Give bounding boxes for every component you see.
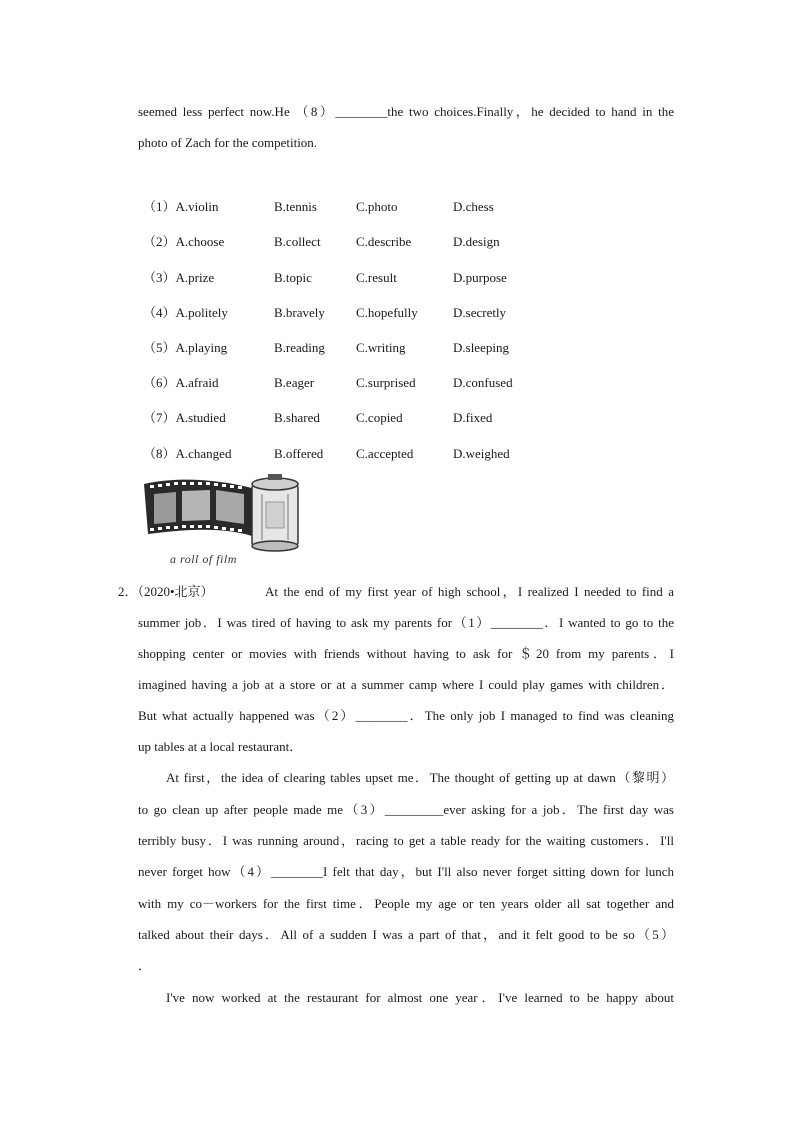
question2-line: terribly busy．I was running around，racing to get a table ready for the waiting customers．I'll: [138, 833, 674, 848]
option-a: （4）A.politely: [143, 305, 228, 320]
option-a: （1）A.violin: [143, 199, 219, 214]
question2-line: up tables at a local restaurant．: [138, 739, 303, 754]
option-c: C.writing: [356, 340, 406, 355]
question2-line: to go clean up after people made me（3）_________ever asking for a job．The first day was: [138, 802, 674, 817]
option-b: B.tennis: [274, 199, 317, 214]
option-b: B.collect: [274, 234, 321, 249]
question2-paragraph-start: I've now worked at the restaurant for almost one year．I've learned to be happy about: [166, 990, 674, 1005]
option-d: D.fixed: [453, 410, 493, 425]
question2-line: with my co－workers for the first time．People my age or ten years older all sat together and: [138, 896, 674, 911]
option-a: （5）A.playing: [143, 340, 228, 355]
option-a: （3）A.prize: [143, 270, 215, 285]
option-a: （7）A.studied: [143, 410, 226, 425]
film-roll-illustration: [140, 474, 310, 570]
question2-line: never forget how（4）________I felt that day，but I'll also never forget sitting down for lunch: [138, 864, 674, 879]
passage1-line-2: photo of Zach for the competition.: [138, 135, 318, 150]
question2-first-line: At the end of my first year of high school，I realized I needed to find a: [265, 584, 674, 599]
question2-line: shopping center or movies with friends without having to ask for ＄20 from my parents．I: [138, 646, 674, 661]
option-b: B.topic: [274, 270, 312, 285]
film-caption: a roll of film: [170, 552, 237, 566]
option-b: B.shared: [274, 410, 320, 425]
question-number: 2．（2020•北京）: [118, 584, 214, 599]
option-c: C.copied: [356, 410, 403, 425]
question2-line: ．: [138, 958, 152, 973]
option-c: C.result: [356, 270, 397, 285]
option-a: （2）A.choose: [143, 234, 225, 249]
option-c: C.accepted: [356, 446, 414, 461]
option-c: C.hopefully: [356, 305, 418, 320]
option-d: D.design: [453, 234, 500, 249]
option-d: D.weighed: [453, 446, 510, 461]
option-d: D.chess: [453, 199, 494, 214]
question2-line: But what actually happened was（2）________．The only job I managed to find was cleaning: [138, 708, 674, 723]
question2-paragraph-start: At first，the idea of clearing tables upset me．The thought of getting up at dawn（黎明）: [166, 770, 674, 785]
option-c: C.surprised: [356, 375, 416, 390]
option-d: D.sleeping: [453, 340, 509, 355]
option-d: D.confused: [453, 375, 513, 390]
option-a: （8）A.changed: [143, 446, 232, 461]
question2-line: summer job．I was tired of having to ask my parents for（1）________．I wanted to go to the: [138, 615, 674, 630]
option-b: B.reading: [274, 340, 325, 355]
question2-line: talked about their days．All of a sudden I was a part of that，and it felt good to be so（5）: [138, 927, 674, 942]
option-a: （6）A.afraid: [143, 375, 219, 390]
option-d: D.secretly: [453, 305, 507, 320]
question2-line: imagined having a job at a store or at a summer camp where I could play games with children．: [138, 677, 674, 692]
option-b: B.eager: [274, 375, 315, 390]
option-c: C.describe: [356, 234, 412, 249]
option-c: C.photo: [356, 199, 398, 214]
option-b: B.bravely: [274, 305, 325, 320]
option-b: B.offered: [274, 446, 324, 461]
passage1-line-1: seemed less perfect now.He （8）________the two choices.Finally，he decided to hand in the: [138, 104, 674, 119]
option-d: D.purpose: [453, 270, 507, 285]
